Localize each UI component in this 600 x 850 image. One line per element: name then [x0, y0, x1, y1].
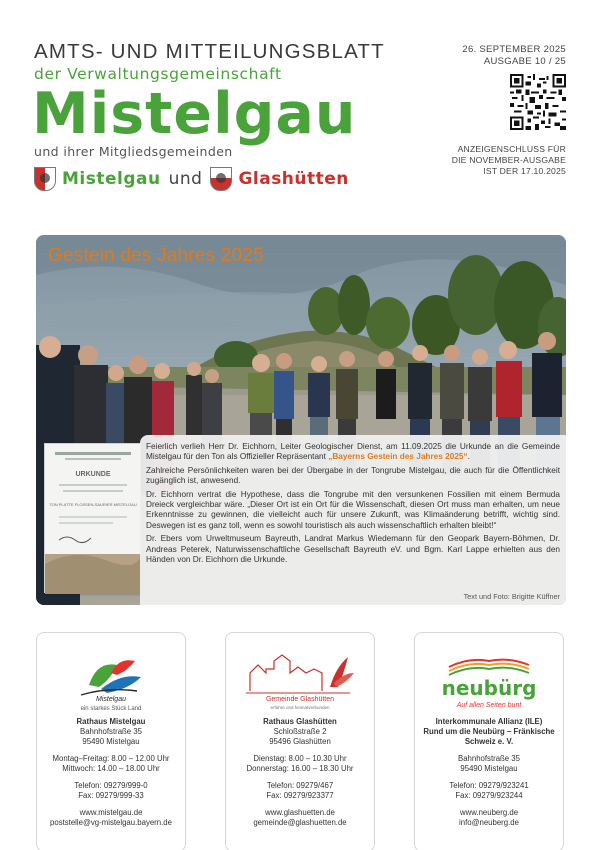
office-city: 95496 Glashütten [269, 737, 331, 746]
glashuetten-logo-icon [226, 643, 374, 713]
mistelgau-logo-icon [37, 643, 185, 713]
office-hours: Donnerstag: 16.00 – 18.30 Uhr [246, 764, 354, 773]
office-name: Rund um die Neubürg – Fränkische [423, 727, 555, 736]
mistelgau-logo-text: Mistelgau [96, 696, 126, 703]
certificate-text: TON PLATTE FLOSSEN-SAURIER MISTELGAU [49, 502, 137, 507]
article-paragraph: Dr. Ebers vom Urweltmuseum Bayreuth, Landrat Markus Wiedemann für den Geopark Bayern-Böhmen, Dr. Andreas Peterek, Naturwissenschaftliche Gesellschaft Bayreuth eV. und Bgm. Karl Lappe erhielten aus den Händen von Dr. Eichhorn die Urkunde. [146, 534, 560, 565]
office-name: Interkommunale Allianz (ILE) [435, 717, 543, 726]
office-name: Rathaus Glashütten [263, 717, 337, 726]
feature-article [36, 235, 566, 605]
office-email-link[interactable]: info@neuberg.de [459, 818, 519, 827]
mistelgau-crest-icon [34, 167, 56, 191]
town-mistelgau: Mistelgau [62, 169, 161, 189]
office-phone: Telefon: 09279/467 [266, 781, 334, 790]
contact-card-neubuerg [414, 632, 564, 850]
ad-deadline [416, 144, 566, 177]
office-name: Schweiz e. V. [464, 737, 514, 746]
masthead-member-note: und ihrer Mitgliedsgemeinden [34, 144, 233, 159]
article-paragraph: Dr. Eichhorn vertrat die Hypothese, dass die Tongrube mit den versunkenen Fossilien mit einem Bermuda Dreieck vergleichbar wäre. „Dieser Ort ist ein Ort für die Wissenschaft, diesen Ort muss man erhalten, um neue Erkenntnisse zu gewinnen, die vielleicht auch für unsere Zukunft, was Klimaänderung betrifft, wichtig sind. Deswegen ist es ganz toll, wenn es sowohl touristisch als auch wissenschaftlich erhalten bleibt!“ [146, 489, 560, 530]
office-fax: Fax: 09279/923377 [266, 791, 334, 800]
office-phone: Telefon: 09279/999-0 [74, 781, 148, 790]
mistelgau-logo-sub: ein starkes Stück Land [80, 706, 142, 712]
certificate-image [44, 443, 140, 593]
contact-card-mistelgau [36, 632, 186, 850]
qr-code-icon[interactable] [510, 74, 566, 130]
office-street: Bahnhofstraße 35 [80, 727, 142, 736]
issue-info [436, 44, 566, 68]
town-conjunction: und [168, 169, 203, 189]
town-glashuetten: Glashütten [238, 169, 349, 189]
article-paragraph: Zahlreiche Persönlichkeiten waren bei der Übergabe in der Tongrube Mistelgau, die auch für die Öffentlichkeit zugänglich ist, anwesend. [146, 465, 560, 486]
article-text [140, 435, 566, 605]
issue-number: AUSGABE 10 / 25 [483, 56, 566, 67]
article-text-part: Feierlich verlieh Herr Dr. Eichhorn, Leiter Geologischer Dienst, am 11.09.2025 die Urkunde an die Gemeinde Mistelgau für den Ton als Offizieller Repräsentant [146, 442, 560, 462]
neubuerg-logo-sub: Auf allen Seiten bunt [456, 702, 522, 709]
member-towns [34, 166, 444, 192]
masthead-subtitle: der Verwaltungsgemeinschaft [34, 65, 282, 83]
article-text-part: . [467, 452, 470, 462]
ad-deadline-line: IST DER 17.10.2025 [483, 166, 566, 176]
office-street: Schloßstraße 2 [273, 727, 327, 736]
office-email-link[interactable]: gemeinde@glashuetten.de [253, 818, 347, 827]
neubuerg-logo-icon [415, 643, 563, 713]
masthead-title: AMTS- UND MITTEILUNGSBLATT [34, 40, 385, 63]
certificate-graphic [45, 444, 141, 594]
contact-details [415, 717, 563, 828]
office-fax: Fax: 09279/923244 [455, 791, 523, 800]
article-paragraph [146, 442, 560, 463]
contact-card-glashuetten [225, 632, 375, 850]
office-phone: Telefon: 09279/923241 [449, 781, 529, 790]
masthead-name: Mistelgau [32, 81, 357, 147]
contact-details [37, 717, 185, 828]
feature-title: Gestein des Jahres 2025 [48, 245, 264, 266]
glashuetten-logo-sub: erfahre und heimatverbunden [270, 705, 330, 710]
neubuerg-logo-text: neubürg [441, 676, 537, 700]
office-city: 95490 Mistelgau [82, 737, 140, 746]
certificate-heading: URKUNDE [75, 471, 111, 478]
office-website-link[interactable]: www.neuberg.de [459, 808, 519, 817]
office-email-link[interactable]: poststelle@vg-mistelgau.bayern.de [50, 818, 172, 827]
office-city: 95490 Mistelgau [460, 764, 518, 773]
issue-date: 26. SEPTEMBER 2025 [462, 44, 566, 55]
ad-deadline-line: ANZEIGENSCHLUSS FÜR [457, 144, 566, 154]
masthead [34, 40, 444, 192]
glashuetten-crest-icon [210, 167, 232, 191]
glashuetten-logo-text: Gemeinde Glashütten [265, 696, 335, 703]
office-name: Rathaus Mistelgau [76, 717, 146, 726]
office-fax: Fax: 09279/999-33 [78, 791, 144, 800]
office-hours: Mittwoch: 14.00 – 18.00 Uhr [62, 764, 160, 773]
article-highlight: „Bayerns Gestein des Jahres 2025“ [328, 452, 468, 462]
office-hours: Montag–Freitag: 8.00 – 12.00 Uhr [52, 754, 170, 763]
office-hours: Dienstag: 8.00 – 10.30 Uhr [253, 754, 347, 763]
contact-details [226, 717, 374, 828]
ad-deadline-line: DIE NOVEMBER-AUSGABE [451, 155, 566, 165]
office-website-link[interactable]: www.mistelgau.de [79, 808, 143, 817]
office-website-link[interactable]: www.glashuetten.de [265, 808, 335, 817]
photo-credit: Text und Foto: Brigitte Küffner [463, 592, 560, 601]
office-street: Bahnhofstraße 35 [458, 754, 520, 763]
